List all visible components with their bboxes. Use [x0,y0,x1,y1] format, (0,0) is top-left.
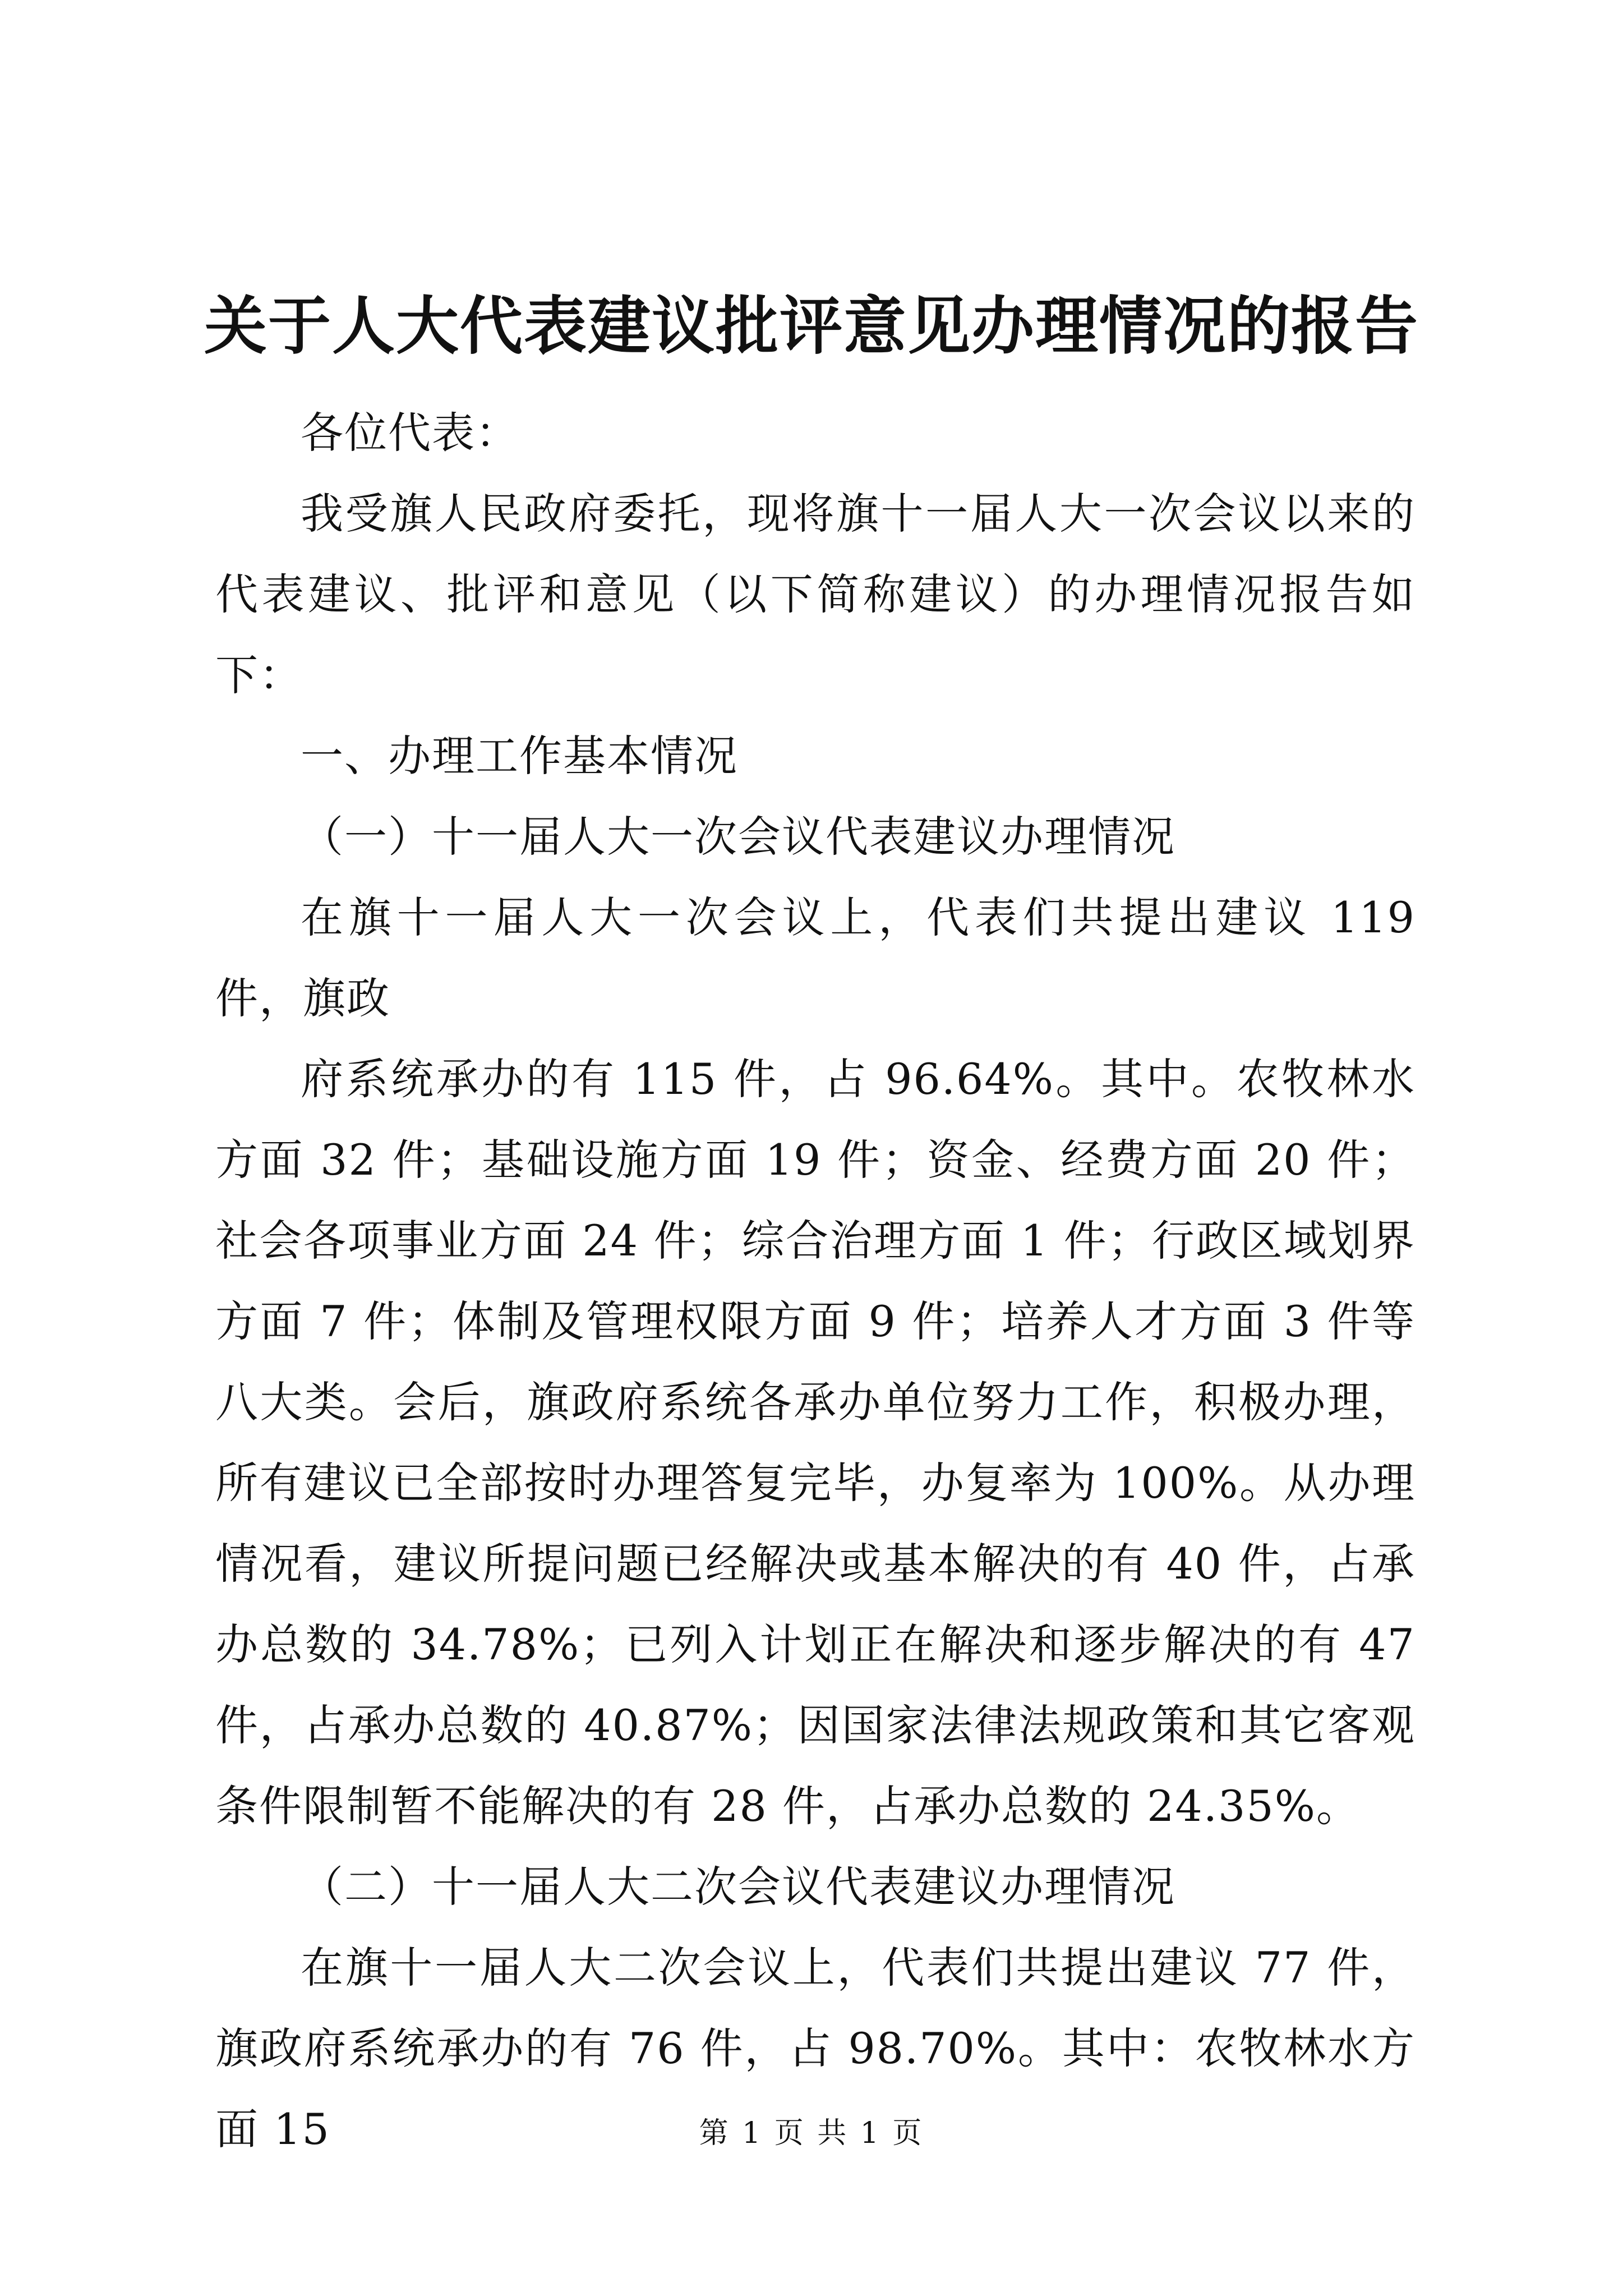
subsection-heading-1: （一）十一届人大一次会议代表建议办理情况 [301,812,1175,862]
paragraph-second-session: 在旗十一届人大二次会议上，代表们共提出建议 77 件，旗政府系统承办的有 76 件，占 98.70%。其中：农牧林水方面 15 [215,1943,1415,2154]
intro-paragraph: 我受旗人民政府委托，现将旗十一届人大一次会议以来的代表建议、批评和意见（以下简称建议）的办理情况报告如下： [215,489,1415,700]
document-body [215,393,1431,2170]
document-title: 关于人大代表建议批评意见办理情况的报告 [204,289,1419,363]
salutation: 各位代表： [301,408,519,458]
subsection-heading-2: （二）十一届人大二次会议代表建议办理情况 [301,1862,1175,1912]
paragraph-first-session-details: 府系统承办的有 115 件，占 96.64%。其中。农牧林水方面 32 件；基础设施方面 19 件；资金、经费方面 20 件；社会各项事业方面 24 件；综合治理方面 1 件；行政区域划界方面 7 件；体制及管理权限方面 9 件；培养人才方面 3 件等八大类。会后，旗政府系统各承办单位努力工作，积极办理，所有建议已全部按时办理答复完毕，办复率为 100%。从办理情况看，建议所提问题已经解决或基本解决的有 40 件，占承办总数的 34.78%；已列入计划正在解决和逐步解决的有 47 件，占承办总数的 40.87%；因国家法律法规政策和其它客观条件限制暂不能解决的有 28 件，占承办总数的 24.35%。 [215,1054,1431,1831]
section-heading: 一、办理工作基本情况 [301,731,738,781]
paragraph-first-session-intro: 在旗十一届人大一次会议上，代表们共提出建议 119 件，旗政 [215,892,1431,1023]
page-footer: 第 1 页 共 1 页 [699,2116,924,2150]
